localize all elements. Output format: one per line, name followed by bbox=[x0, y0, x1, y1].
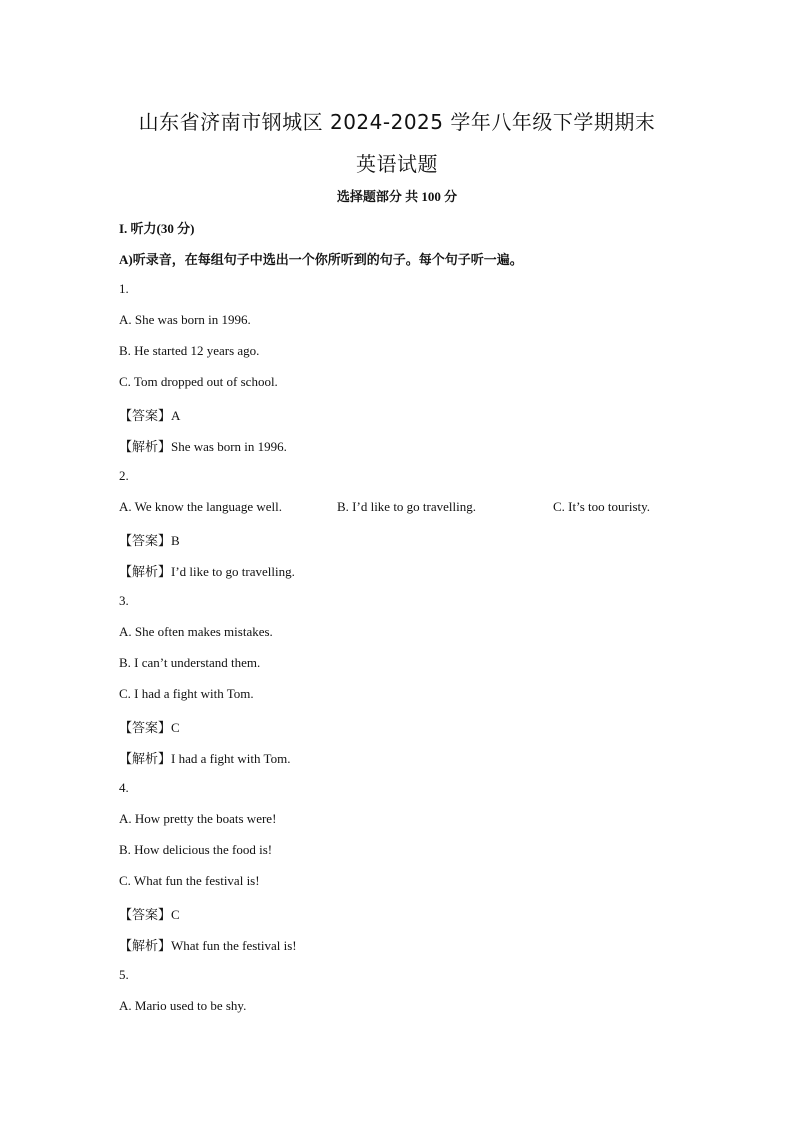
question-number: 2. bbox=[119, 468, 129, 483]
question-option: B. I can’t understand them. bbox=[119, 655, 261, 670]
analysis-label: 【解析】What fun the festival is! bbox=[119, 938, 297, 953]
question-option: C. I had a fight with Tom. bbox=[119, 686, 254, 701]
answer-label: 【答案】A bbox=[119, 408, 181, 423]
analysis-label: 【解析】I’d like to go travelling. bbox=[119, 564, 295, 579]
question-number: 4. bbox=[119, 780, 129, 795]
document-title-line1: 山东省济南市钢城区 2024-2025 学年八年级下学期期末 bbox=[138, 110, 656, 134]
question-option: C. Tom dropped out of school. bbox=[119, 374, 278, 389]
document-subtitle: 选择题部分 共 100 分 bbox=[336, 189, 458, 204]
question-option: A. We know the language well. bbox=[119, 499, 282, 514]
question-number: 5. bbox=[119, 967, 129, 982]
answer-label: 【答案】B bbox=[119, 533, 180, 548]
question-option: B. He started 12 years ago. bbox=[119, 343, 260, 358]
analysis-label: 【解析】She was born in 1996. bbox=[119, 439, 287, 454]
question-option: A. She often makes mistakes. bbox=[119, 624, 273, 639]
question-number: 3. bbox=[119, 593, 129, 608]
question-option: B. How delicious the food is! bbox=[119, 842, 273, 857]
question-option: C. It’s too touristy. bbox=[553, 499, 651, 514]
section-instruction: A)听录音，在每组句子中选出一个你所听到的句子。每个句子听一遍。 bbox=[119, 252, 523, 267]
question-option: A. How pretty the boats were! bbox=[119, 811, 277, 826]
document-title-line2: 英语试题 bbox=[356, 152, 438, 176]
question-option: A. Mario used to be shy. bbox=[119, 998, 247, 1013]
question-number: 1. bbox=[119, 281, 129, 296]
question-option: C. What fun the festival is! bbox=[119, 873, 260, 888]
question-option: B. I’d like to go travelling. bbox=[337, 499, 477, 514]
section-heading: I. 听力(30 分) bbox=[119, 221, 195, 236]
answer-label: 【答案】C bbox=[119, 720, 180, 735]
answer-label: 【答案】C bbox=[119, 907, 180, 922]
question-option: A. She was born in 1996. bbox=[119, 312, 251, 327]
analysis-label: 【解析】I had a fight with Tom. bbox=[119, 751, 291, 766]
